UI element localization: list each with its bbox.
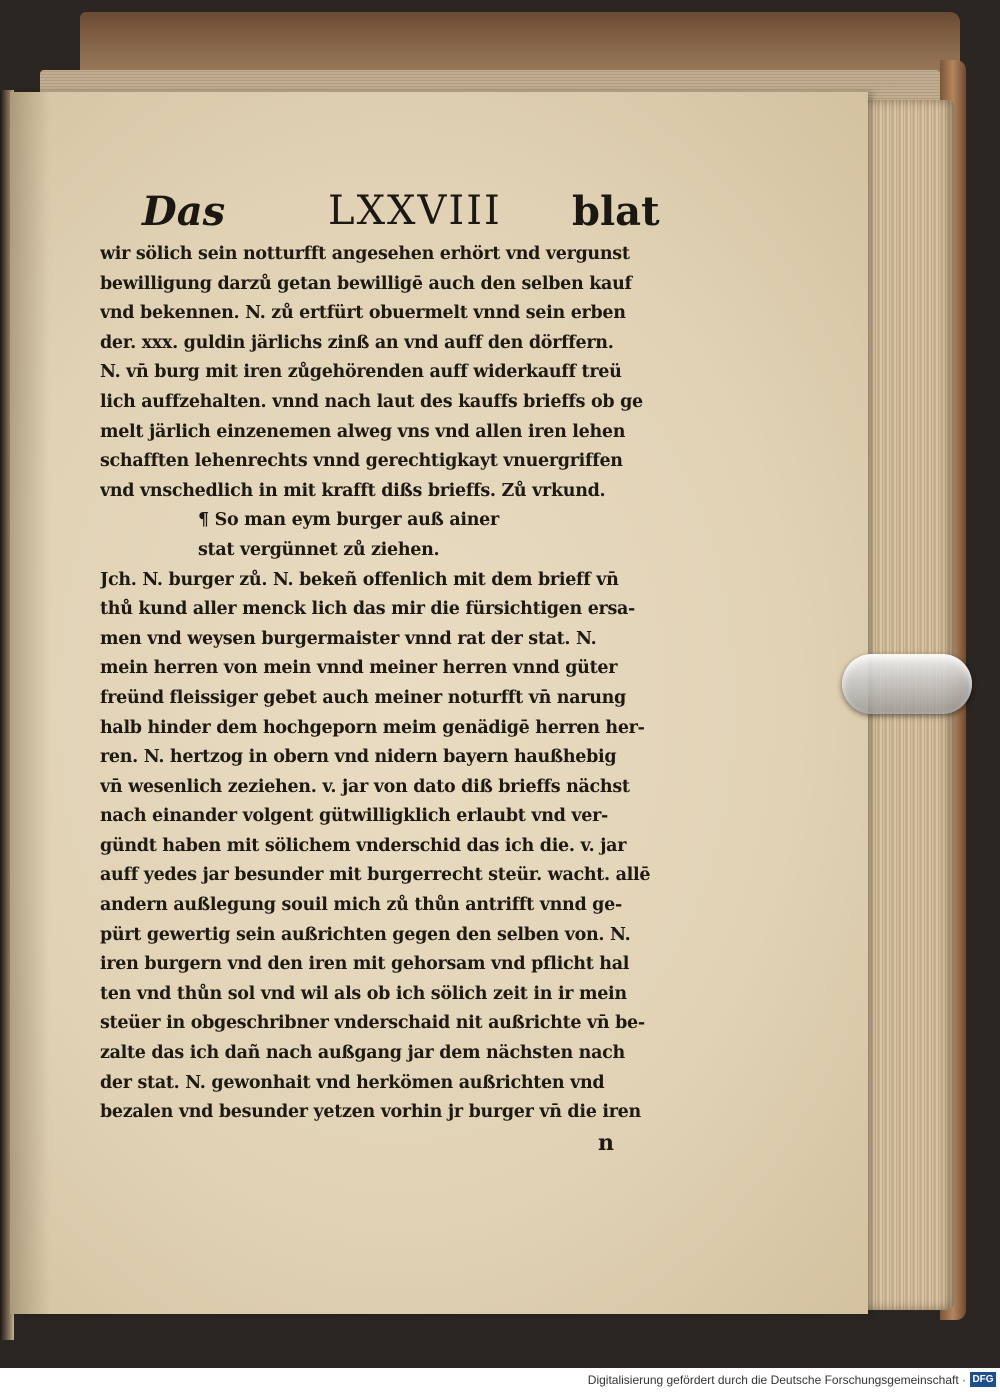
text-line: zalte das ich dañ nach außgang jar dem nächsten nach	[100, 1043, 625, 1064]
text-line: ten vnd thůn sol vnd wil als ob ich sölich zeit in ir mein	[100, 983, 627, 1004]
section-heading-line: ¶ So man eym burger auß ainer	[198, 510, 499, 531]
text-line: wir sölich sein notturfft angesehen erhört vnd vergunst	[100, 244, 630, 264]
text-line: iren burgern vnd den iren mit gehorsam vnd pflicht hal	[100, 954, 630, 975]
footer-bar	[0, 1368, 1000, 1392]
text-line: gündt haben mit sölichem vnderschid das ich die. v. jar	[100, 835, 627, 856]
text-line: vnd vnschedlich in mit krafft dißs brieffs. Zů vrkund.	[100, 480, 606, 501]
text-line: lich auffzehalten. vnnd nach laut des kauffs brieffs ob ge	[100, 391, 643, 412]
section-heading-line: stat vergünnet zů ziehen.	[198, 539, 440, 560]
text-line: schafften lehenrechts vnnd gerechtigkayt vnuergriffen	[100, 451, 623, 472]
funding-credit: Digitalisierung gefördert durch die Deutsche Forschungsgemeinschaft ·	[587, 1373, 966, 1387]
text-line: ren. N. hertzog in obern vnd nidern bayern haußhebig	[100, 747, 617, 768]
text-line: Jch. N. burger zů. N. bekeñ offenlich mit dem brieff vn̄	[100, 569, 619, 590]
text-line: nach einander volgent gütwilligklich erlaubt vnd ver-	[100, 806, 608, 827]
text-line: auff yedes jar besunder mit burgerrecht steür. wacht. allē	[100, 865, 651, 886]
folio-number: LXXVIII	[328, 188, 502, 234]
text-line: andern außlegung souil mich zů thůn antrifft vnnd ge-	[100, 895, 622, 916]
text-line: pürt gewertig sein außrichten gegen den selben von. N.	[100, 924, 631, 945]
text-block	[100, 240, 690, 1128]
text-line: thů kund aller menck lich das mir die fürsichtigen ersa-	[100, 599, 636, 620]
text-line: vn̄ wesenlich zeziehen. v. jar von dato diß brieffs nächst	[100, 776, 630, 797]
text-line: melt järlich einzenemen alweg vns vnd allen iren lehen	[100, 421, 626, 442]
text-line: steüer in obgeschribner vnderschaid nit außrichte vn̄ be-	[100, 1013, 645, 1034]
text-line: bewilligung darzů getan bewilligē auch den selben kauf	[100, 273, 632, 294]
page-gutter-shadow	[10, 92, 50, 1314]
text-line: bezalen vnd besunder yetzen vorhin jr burger vn̄ die iren	[100, 1102, 641, 1123]
glass-page-clamp	[842, 654, 972, 714]
page-heading	[0, 188, 1000, 238]
text-line: mein herren von mein vnnd meiner herren vnnd güter	[100, 658, 618, 679]
heading-left: Das	[142, 188, 226, 235]
text-line: vnd bekennen. N. zů ertfürt obuermelt vnnd sein erben	[100, 303, 626, 324]
signature-mark: n	[598, 1130, 614, 1156]
text-line: halb hinder dem hochgeporn meim genädigē herren her-	[100, 717, 645, 738]
dfg-logo: DFG	[970, 1372, 996, 1387]
text-line: der. xxx. guldin järlichs zinß an vnd auff den dörffern.	[100, 332, 614, 353]
text-line: freünd fleissiger gebet auch meiner noturfft vn̄ narung	[100, 687, 626, 708]
text-line: der stat. N. gewonhait vnd herkömen außrichten vnd	[100, 1072, 605, 1093]
text-line: N. vn̄ burg mit iren zůgehörenden auff widerkauff treü	[100, 362, 622, 383]
heading-right: blat	[572, 188, 660, 235]
text-line: men vnd weysen burgermaister vnnd rat der stat. N.	[100, 628, 597, 649]
